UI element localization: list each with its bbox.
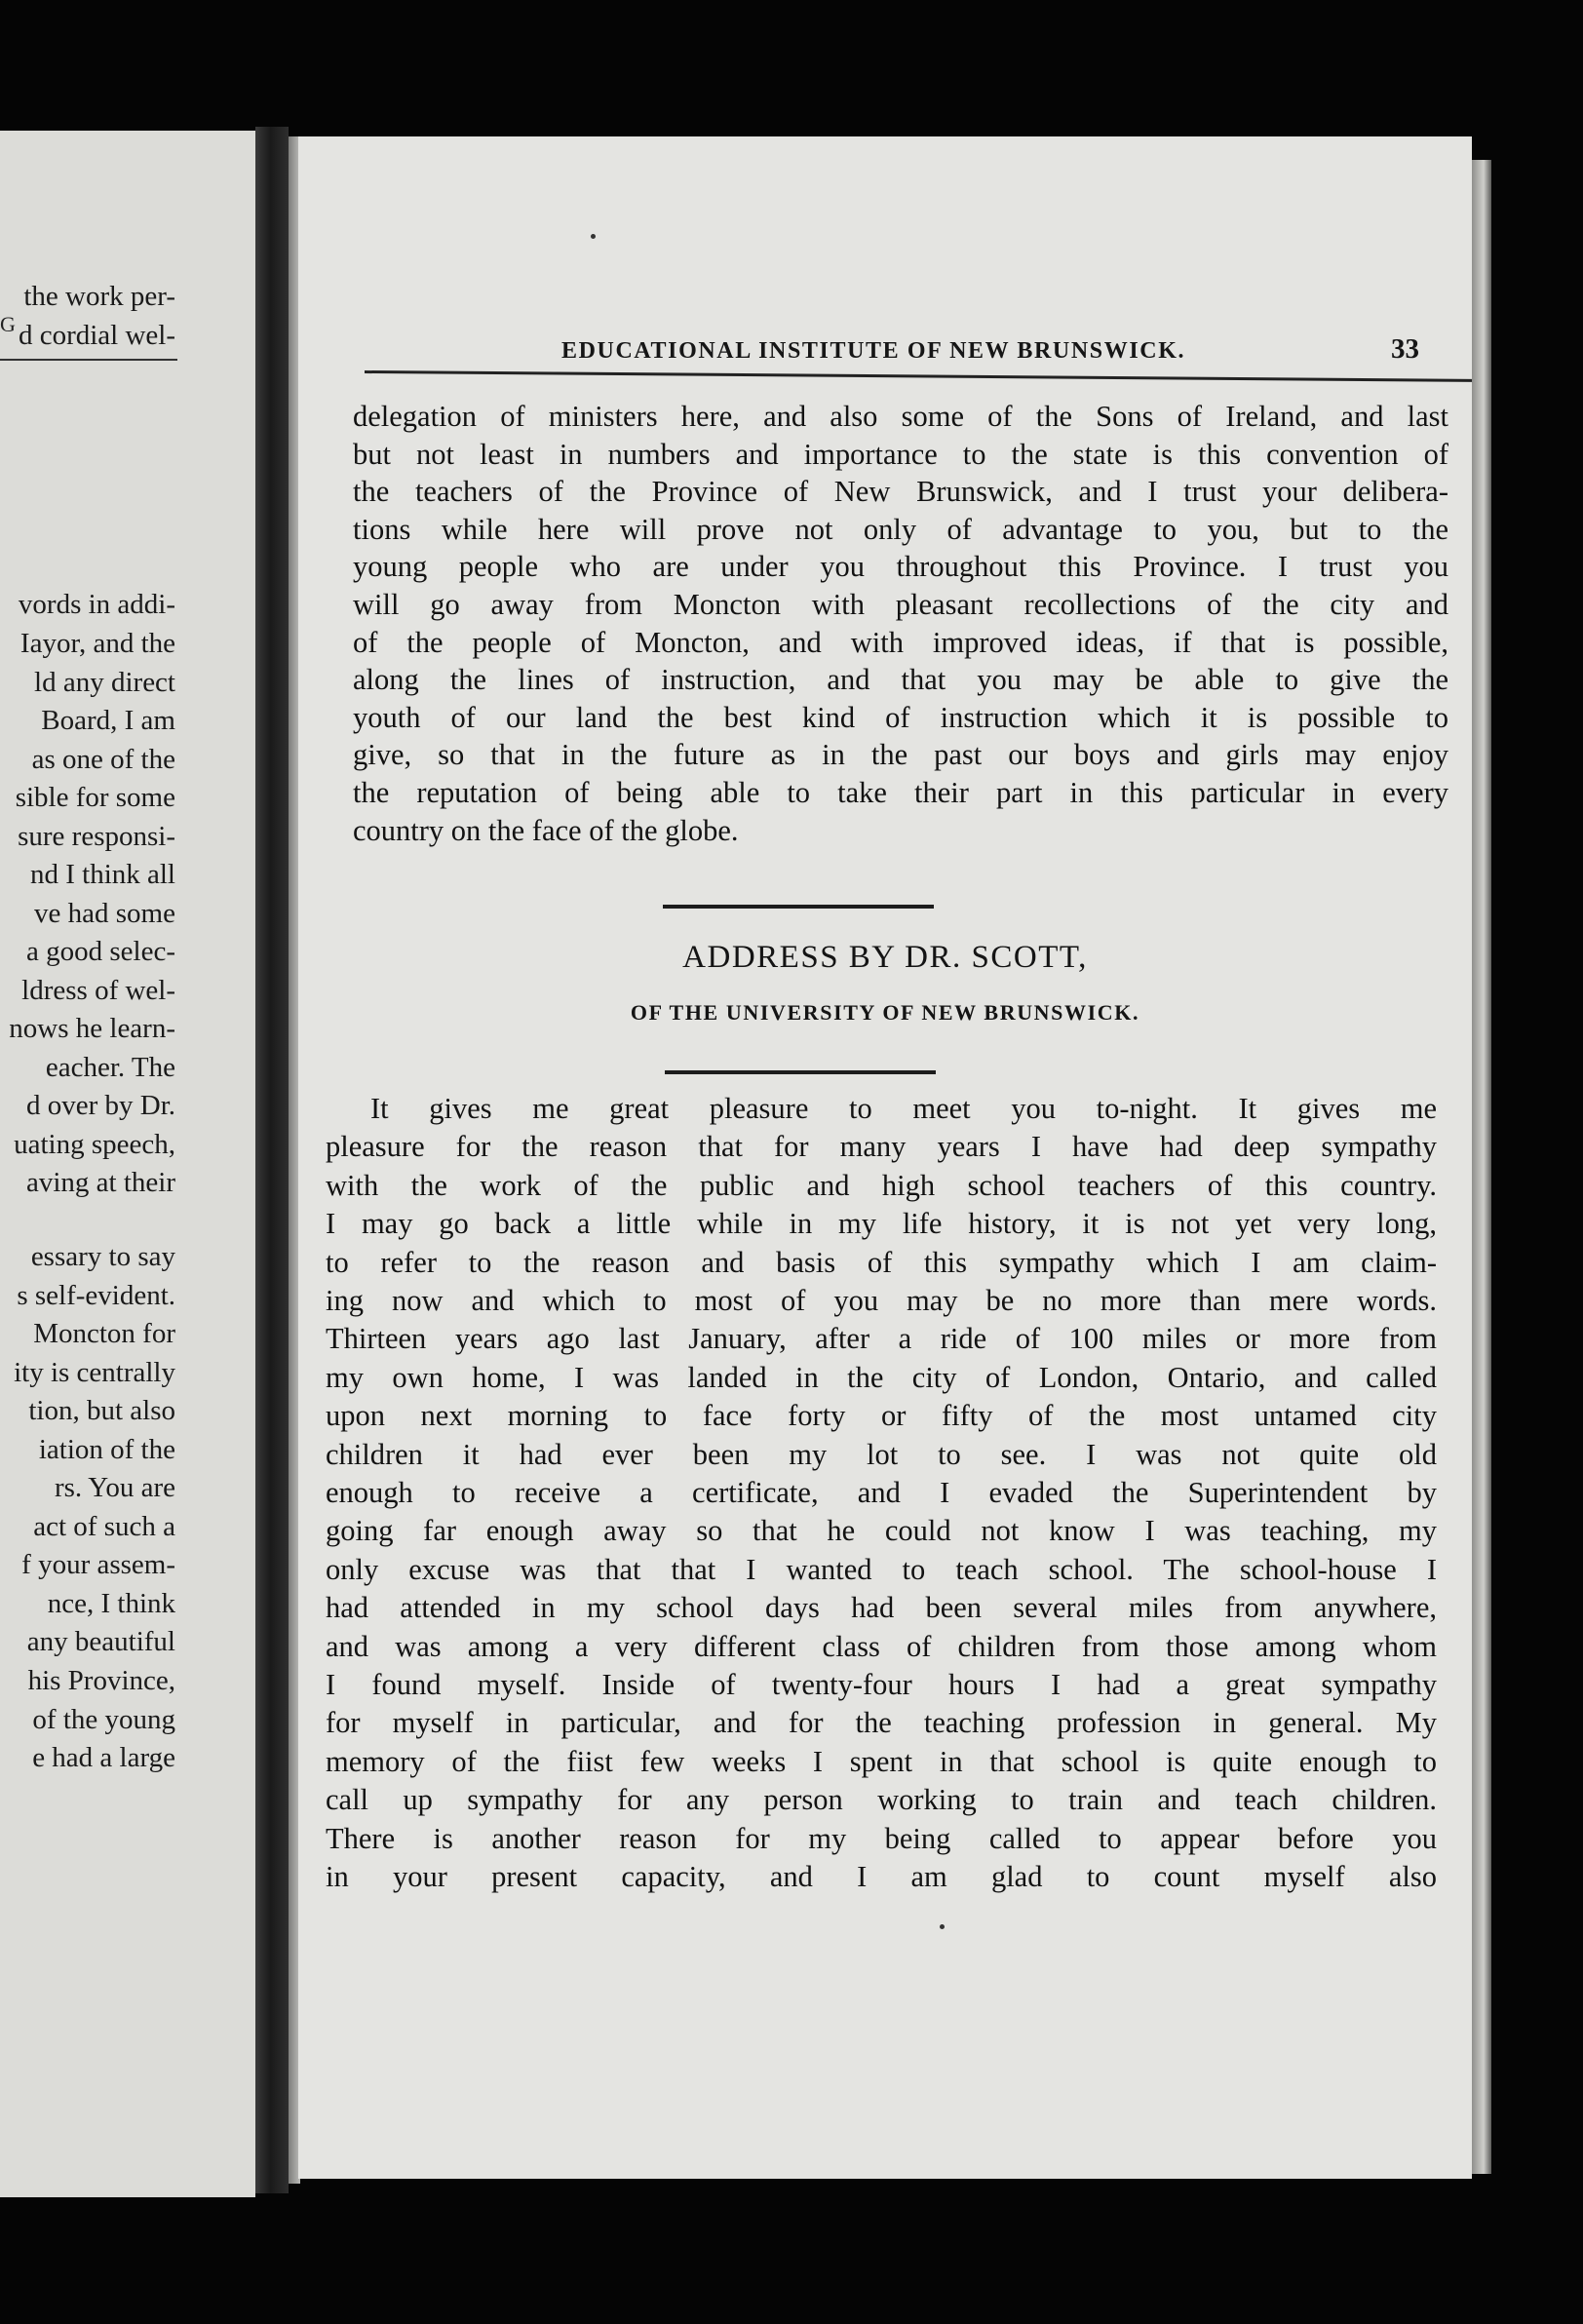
text-line: Thirteen years ago last January, after a ride of 100 miles or more from [326,1324,1437,1355]
left-text-line: nce, I think [47,1588,175,1619]
left-text-line: eacher. The [45,1052,175,1083]
text-line: had attended in my school days had been several miles from anywhere, [326,1593,1437,1624]
left-text-line: any beautiful [26,1626,175,1657]
text-line: the teachers of the Province of New Brunswick, and I trust your delibera- [353,477,1448,508]
text-line: for myself in particular, and for the teaching profession in general. My [326,1708,1437,1739]
section-subtitle: OF THE UNIVERSITY OF NEW BRUNSWICK. [630,1000,1140,1025]
left-text-line: aving at their [25,1167,175,1198]
left-text-line: ld any direct [34,667,175,698]
left-header-rule [0,359,177,361]
left-text-line: rs. You are [54,1472,175,1503]
left-text-line: essary to say [30,1241,175,1272]
text-line: young people who are under you throughout this Province. I trust you [353,552,1448,583]
right-page [298,136,1472,2179]
left-text-line: uating speech, [14,1129,175,1160]
left-text-line: ldress of wel- [21,975,175,1006]
text-line: country on the face of the globe. [353,814,739,847]
left-text-line: a good selec- [26,936,175,967]
left-text-line: Moncton for [33,1318,175,1349]
text-line: to refer to the reason and basis of this sympathy which I am claim- [326,1248,1437,1279]
left-text-line: sure responsi- [18,821,175,852]
left-text-line: f your assem- [21,1549,175,1580]
left-text-line: as one of the [31,744,175,775]
left-text-line: of the young [32,1704,175,1735]
text-line: and was among a very different class of children from those among whom [326,1632,1437,1663]
text-line: going far enough away so that he could not know I was teaching, my [326,1516,1437,1547]
left-text-line: his Province, [27,1665,175,1696]
text-line: pleasure for the reason that for many years I have had deep sympathy [326,1132,1437,1163]
text-line: It gives me great pleasure to meet you to-night. It gives me [370,1094,1437,1125]
title-rule-top [663,905,934,909]
page-speck [940,1924,945,1929]
text-line: enough to receive a certificate, and I evaded the Superintendent by [326,1478,1437,1509]
text-line: upon next morning to face forty or fifty of the most untamed city [326,1401,1437,1432]
text-line: give, so that in the future as in the past our boys and girls may enjoy [353,740,1448,771]
text-line: tions while here will prove not only of advantage to you, but to the [353,515,1448,546]
text-line: only excuse was that that I wanted to teach school. The school-house I [326,1555,1437,1586]
text-line: delegation of ministers here, and also some of the Sons of Ireland, and last [353,402,1448,433]
text-line: memory of the fiist few weeks I spent in that school is quite enough to [326,1747,1437,1778]
text-line: with the work of the public and high school teachers of this country. [326,1171,1437,1202]
left-text-line: Iayor, and the [19,628,175,659]
left-text-line: s self-evident. [17,1280,175,1311]
left-text-line: tion, but also [28,1395,175,1426]
book-gutter [255,127,289,2193]
left-text-line: Board, I am [41,705,175,736]
left-text-line: sible for some [15,782,175,813]
left-text-line: vords in addi- [18,589,175,620]
text-line: There is another reason for my being called to appear before you [326,1824,1437,1855]
text-line: my own home, I was landed in the city of London, Ontario, and called [326,1363,1437,1394]
text-line: in your present capacity, and I am glad to count myself also [326,1862,1437,1893]
left-text-line: e had a large [32,1742,175,1773]
running-title: EDUCATIONAL INSTITUTE OF NEW BRUNSWICK. [561,338,1186,364]
section-title: ADDRESS BY DR. SCOTT, [682,940,1088,975]
text-line: children it had ever been my lot to see. I was not quite old [326,1440,1437,1471]
text-line: I may go back a little while in my life history, it is not yet very long, [326,1209,1437,1240]
text-line: I found myself. Inside of twenty-four hours I had a great sympathy [326,1670,1437,1701]
left-running-head: G [0,312,17,336]
left-text-line: nows he learn- [9,1013,175,1044]
page-edge [1472,160,1491,2174]
page-number: 33 [1391,333,1419,365]
text-line: call up sympathy for any person working to train and teach children. [326,1785,1437,1816]
text-line: youth of our land the best kind of instruction which it is possible to [353,703,1448,734]
left-text-line: ity is centrally [14,1357,175,1388]
page-speck [591,234,596,239]
running-head [503,333,1419,366]
left-text-line: ve had some [34,898,175,929]
text-line: of the people of Moncton, and with improved ideas, if that is possible, [353,628,1448,659]
header-rule [365,370,1472,383]
left-text-line: act of such a [33,1511,175,1542]
left-text-line: the work per- [23,281,175,312]
left-text-line: iation of the [38,1434,175,1465]
text-line: will go away from Moncton with pleasant recollections of the city and [353,590,1448,621]
text-line: the reputation of being able to take their part in this particular in every [353,778,1448,809]
left-text-line: d cordial wel- [18,320,175,351]
text-line: along the lines of instruction, and that you may be able to give the [353,665,1448,696]
text-line: but not least in numbers and importance to the state is this convention of [353,440,1448,471]
left-text-line: nd I think all [29,859,175,890]
title-rule-bottom [665,1070,936,1074]
left-page [0,131,255,2197]
left-text-line: d over by Dr. [25,1090,175,1121]
text-line: ing now and which to most of you may be no more than mere words. [326,1286,1437,1317]
